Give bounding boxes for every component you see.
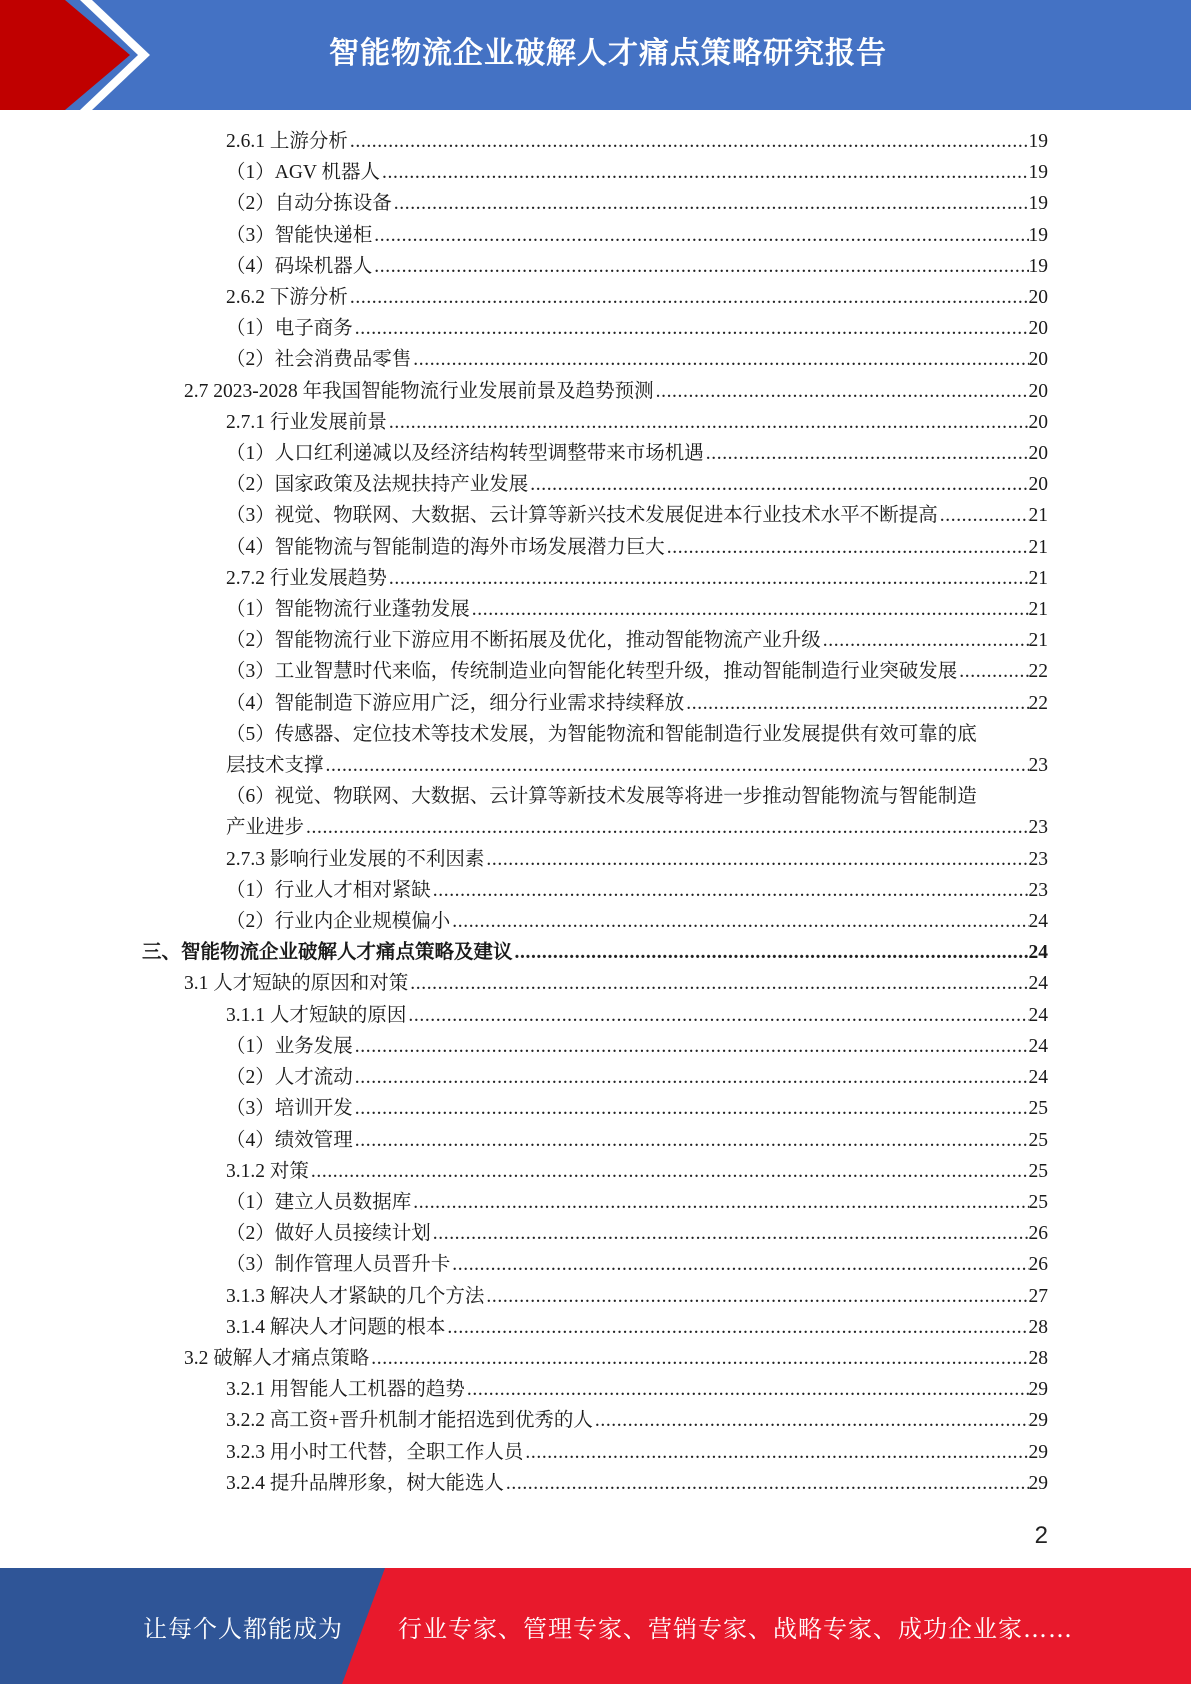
dot-leader [380,157,1028,188]
dot-leader [431,875,1029,906]
toc-entry[interactable] [0,906,1048,937]
dot-leader [324,750,1029,781]
report-header [0,0,1191,110]
toc-page-number: 21 [1028,567,1048,589]
dot-leader [387,563,1029,594]
toc-page-number: 23 [1028,755,1048,777]
toc-entry-text: （4）智能制造下游应用广泛，细分行业需求持续释放 [226,692,685,714]
table-of-contents [0,126,1191,1499]
toc-page-number: 23 [1028,817,1048,839]
dot-leader [387,407,1029,438]
toc-entry[interactable] [0,1000,1048,1031]
toc-entry[interactable] [0,563,1048,594]
toc-entry-text: （4）智能物流与智能制造的海外市场发展潜力巨大 [226,536,665,558]
toc-entry-text: 3.2.1 用智能人工机器的趋势 [226,1379,465,1401]
toc-entry[interactable] [0,1218,1048,1249]
toc-entry[interactable] [0,625,1048,656]
toc-page-number: 20 [1028,411,1048,433]
toc-page-number: 25 [1028,1191,1048,1213]
dot-leader [406,1000,1028,1031]
dot-leader [654,376,1029,407]
toc-entry-text: （3）工业智慧时代来临，传统制造业向智能化转型升级，推动智能制造行业突破发展 [226,661,958,683]
toc-page-number: 24 [1028,1004,1048,1026]
toc-page-number: 19 [1028,131,1048,152]
toc-entry-text: 3.2.2 高工资+晋升机制才能招选到优秀的人 [226,1410,593,1432]
toc-entry-text: 3.1.1 人才短缺的原因 [226,1004,407,1026]
dot-leader [348,126,1029,157]
dot-leader [821,625,1029,656]
toc-entry-text: （2）做好人员接续计划 [226,1223,431,1245]
toc-entry-text: （2）行业内企业规模偏小 [226,911,451,933]
toc-entry-text: 3.1 人才短缺的原因和对策 [184,973,409,995]
toc-entry[interactable] [0,1187,1048,1218]
toc-entry-text: 三、智能物流企业破解人才痛点策略及建议 [142,942,513,964]
toc-entry-text: （3）制作管理人员晋升卡 [226,1254,451,1276]
toc-entry-text-continued: 产业进步 [226,817,305,839]
toc-entry[interactable] [0,1125,1048,1156]
toc-entry-text: 2.7 2023-2028 年我国智能物流行业发展前景及趋势预测 [184,380,654,402]
dot-leader [372,251,1028,282]
toc-page-number: 24 [1028,973,1048,995]
toc-entry[interactable] [0,875,1048,906]
toc-entry-text: （2）社会消费品零售 [226,349,412,371]
toc-entry[interactable] [0,1249,1048,1280]
toc-entry[interactable] [0,968,1048,999]
toc-entry-text: （1）AGV 机器人 [226,162,381,184]
toc-entry-text: 3.2.4 提升品牌形象，树大能选人 [226,1472,504,1494]
toc-entry[interactable] [0,1031,1048,1062]
dot-leader [353,313,1029,344]
footer-banner [0,1568,1191,1684]
toc-page-number: 20 [1028,474,1048,496]
dot-leader [353,1093,1029,1124]
toc-page-number: 20 [1028,349,1048,371]
toc-entry-text: （5）传感器、定位技术等技术发展，为智能物流和智能制造行业发展提供有效可靠的底 [226,723,977,745]
toc-entry[interactable] [0,188,1048,219]
page-number: 2 [1034,1522,1048,1549]
toc-page-number: 20 [1028,443,1048,465]
toc-entry[interactable] [0,1062,1048,1093]
toc-page-number: 25 [1028,1098,1048,1120]
toc-entry[interactable] [0,532,1048,563]
toc-page-number: 24 [1028,911,1048,933]
dot-leader [957,656,1028,687]
dot-leader [353,1062,1029,1093]
toc-page-number: 19 [1028,162,1048,184]
toc-entry[interactable] [0,376,1048,407]
toc-page-number: 21 [1028,599,1048,621]
dot-leader [309,1156,1029,1187]
dot-leader [408,968,1028,999]
toc-page-number: 22 [1028,692,1048,714]
dot-leader [593,1405,1029,1436]
toc-entry-text: 2.7.2 行业发展趋势 [226,567,387,589]
dot-leader [411,1187,1028,1218]
dot-leader [450,906,1028,937]
toc-entry[interactable] [0,220,1048,251]
toc-page-number: 20 [1028,380,1048,402]
toc-entry[interactable] [0,781,1048,843]
toc-entry[interactable] [0,126,1048,157]
toc-entry-text: 2.7.1 行业发展前景 [226,411,387,433]
toc-page-number: 23 [1028,879,1048,901]
toc-page-number: 26 [1028,1223,1048,1245]
toc-page-number: 20 [1028,287,1048,309]
toc-entry-text: （3）培训开发 [226,1098,353,1120]
toc-entry[interactable] [0,1437,1048,1468]
dot-leader [938,500,1029,531]
dot-leader [470,594,1029,625]
toc-entry[interactable] [0,719,1048,781]
toc-entry[interactable] [0,937,1048,968]
toc-page-number: 25 [1028,1160,1048,1182]
toc-page-number: 27 [1028,1285,1048,1307]
dot-leader [484,844,1028,875]
toc-entry-text: （3）视觉、物联网、大数据、云计算等新兴技术发展促进本行业技术水平不断提高 [226,505,938,527]
dot-leader [513,937,1029,968]
toc-entry[interactable] [0,688,1048,719]
toc-entry-text: （1）智能物流行业蓬勃发展 [226,599,470,621]
toc-entry-text: （3）智能快递柜 [226,224,373,246]
toc-entry-text: （2）国家政策及法规扶持产业发展 [226,474,529,496]
toc-page-number: 25 [1028,1129,1048,1151]
toc-entry[interactable] [0,1343,1048,1374]
toc-entry-text: 3.2.3 用小时工代替，全职工作人员 [226,1441,524,1463]
toc-entry-text: （1）人口红利递减以及经济结构转型调整带来市场机遇 [226,443,704,465]
toc-page-number: 24 [1028,1067,1048,1089]
dot-leader [528,469,1028,500]
footer-slogan-right: 行业专家、管理专家、营销专家、战略专家、成功企业家…… [398,1614,1073,1643]
footer-slogan-left: 让每个人都能成为 [143,1614,343,1643]
dot-leader [353,1125,1029,1156]
toc-entry-text: 3.2 破解人才痛点策略 [184,1347,370,1369]
toc-entry[interactable] [0,157,1048,188]
dot-leader [348,282,1029,313]
toc-entry[interactable] [0,1374,1048,1405]
toc-entry-text: （1）业务发展 [226,1035,353,1057]
toc-entry[interactable] [0,656,1048,687]
toc-page-number: 24 [1028,1035,1048,1057]
toc-page-number: 19 [1028,193,1048,215]
toc-entry-text: 3.1.2 对策 [226,1160,309,1182]
toc-entry[interactable] [0,1281,1048,1312]
toc-entry-text: （4）码垛机器人 [226,255,373,277]
dot-leader [665,532,1029,563]
toc-entry[interactable] [0,1093,1048,1124]
toc-entry-text: （2）智能物流行业下游应用不断拓展及优化，推动智能物流产业升级 [226,630,821,652]
toc-entry-text: 2.6.1 上游分析 [226,131,348,152]
toc-page-number: 21 [1028,536,1048,558]
dot-leader [369,1343,1028,1374]
toc-page-number: 20 [1028,318,1048,340]
toc-entry[interactable] [0,1312,1048,1343]
toc-entry-text: 3.1.4 解决人才问题的根本 [226,1316,446,1338]
dot-leader [445,1312,1028,1343]
toc-entry[interactable] [0,1156,1048,1187]
toc-entry[interactable] [0,594,1048,625]
toc-page-number: 28 [1028,1347,1048,1369]
toc-entry[interactable] [0,438,1048,469]
toc-entry-text: 3.1.3 解决人才紧缺的几个方法 [226,1285,485,1307]
toc-page-number: 19 [1028,224,1048,246]
toc-entry-text: （1）行业人才相对紧缺 [226,879,431,901]
toc-entry[interactable] [0,313,1048,344]
dot-leader [411,344,1028,375]
dot-leader [465,1374,1029,1405]
toc-page-number: 29 [1028,1379,1048,1401]
toc-page-number: 29 [1028,1472,1048,1494]
report-title: 智能物流企业破解人才痛点策略研究报告 [329,36,887,71]
toc-page-number: 23 [1028,848,1048,870]
toc-page-number: 21 [1028,630,1048,652]
toc-page-number: 21 [1028,505,1048,527]
dot-leader [450,1249,1028,1280]
toc-entry[interactable] [0,344,1048,375]
dot-leader [523,1437,1028,1468]
toc-entry-text: （2）自动分拣设备 [226,193,392,215]
dot-leader [372,220,1028,251]
dot-leader [684,688,1028,719]
toc-entry-text: （1）建立人员数据库 [226,1191,412,1213]
toc-page-number: 19 [1028,255,1048,277]
toc-page-number: 26 [1028,1254,1048,1276]
toc-entry[interactable] [0,1468,1048,1499]
dot-leader [353,1031,1029,1062]
toc-entry[interactable] [0,282,1048,313]
toc-entry-text-continued: 层技术支撑 [226,755,324,777]
toc-entry-text: 2.7.3 影响行业发展的不利因素 [226,848,485,870]
dot-leader [431,1218,1029,1249]
dot-leader [484,1281,1028,1312]
toc-entry[interactable] [0,1405,1048,1436]
toc-entry-text: （6）视觉、物联网、大数据、云计算等新技术发展等将进一步推动智能物流与智能制造 [226,786,977,808]
toc-entry-text: （4）绩效管理 [226,1129,353,1151]
toc-entry[interactable] [0,251,1048,282]
toc-entry-text: 2.6.2 下游分析 [226,287,348,309]
dot-leader [504,1468,1029,1499]
toc-entry[interactable] [0,500,1048,531]
toc-entry-text: （1）电子商务 [226,318,353,340]
toc-entry-text: （2）人才流动 [226,1067,353,1089]
toc-page-number: 29 [1028,1441,1048,1463]
toc-entry[interactable] [0,407,1048,438]
dot-leader [704,438,1029,469]
toc-page-number: 24 [1028,942,1048,964]
toc-page-number: 22 [1028,661,1048,683]
toc-entry[interactable] [0,469,1048,500]
toc-page-number: 29 [1028,1410,1048,1432]
dot-leader [392,188,1029,219]
toc-entry[interactable] [0,844,1048,875]
toc-page-number: 28 [1028,1316,1048,1338]
dot-leader [304,812,1028,843]
